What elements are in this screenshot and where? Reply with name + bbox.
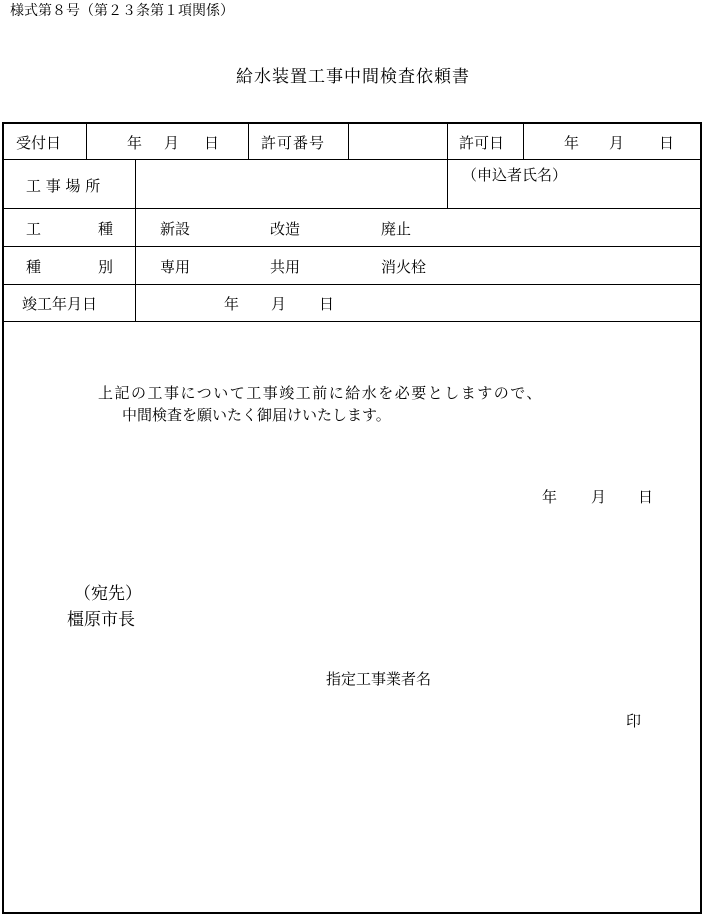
option-fire-hydrant: 消火栓: [381, 258, 427, 276]
request-month: 月: [591, 488, 607, 506]
col-divider: [348, 124, 349, 159]
form-frame: [2, 122, 702, 914]
col-divider: [86, 124, 87, 159]
completion-month: 月: [271, 295, 287, 313]
permit-date-label: 許可日: [459, 134, 505, 152]
col-divider: [135, 159, 136, 321]
document-title: 給水装置工事中間検査依頼書: [236, 67, 470, 87]
request-text-line1: 上記の工事について工事竣工前に給水を必要としますので、: [98, 384, 543, 402]
option-shared: 共用: [270, 258, 301, 276]
received-date-label: 受付日: [16, 134, 62, 152]
row-divider: [4, 208, 700, 209]
col-divider: [523, 124, 524, 159]
work-type-label: 種: [98, 220, 114, 238]
request-year: 年: [542, 488, 558, 506]
option-abolition: 廃止: [381, 220, 412, 238]
col-divider: [447, 124, 448, 208]
category-label: 別: [98, 258, 114, 276]
completion-date-label: 竣工年月日: [22, 295, 98, 313]
permit-year: 年: [564, 134, 580, 152]
contractor-name-label: 指定工事業者名: [326, 670, 432, 688]
row-divider: [4, 159, 700, 160]
received-year: 年: [127, 134, 143, 152]
seal-mark: 印: [626, 712, 642, 730]
option-modification: 改造: [270, 220, 301, 238]
row-divider: [4, 246, 700, 247]
option-private: 専用: [160, 258, 191, 276]
col-divider: [248, 124, 249, 159]
applicant-name-label: （申込者氏名）: [462, 166, 568, 184]
permit-day: 日: [659, 134, 675, 152]
request-text-line2: 中間検査を願いたく御届けいたします。: [122, 406, 391, 424]
row-divider: [4, 284, 700, 285]
addressee-name: 橿原市長: [67, 610, 135, 630]
addressee-label: （宛先）: [74, 584, 142, 604]
completion-day: 日: [319, 295, 335, 313]
permit-month: 月: [609, 134, 625, 152]
received-month: 月: [164, 134, 180, 152]
work-type-label: 工: [26, 220, 42, 238]
form-number: 様式第８号（第２３条第１項関係）: [10, 3, 234, 19]
row-divider: [4, 321, 700, 322]
request-day: 日: [638, 488, 654, 506]
option-new-installation: 新設: [160, 220, 191, 238]
construction-site-label: 工 事 場 所: [26, 177, 101, 195]
received-day: 日: [204, 134, 220, 152]
permit-number-label: 許可番号: [261, 134, 326, 152]
completion-year: 年: [224, 295, 240, 313]
category-label: 種: [26, 258, 42, 276]
